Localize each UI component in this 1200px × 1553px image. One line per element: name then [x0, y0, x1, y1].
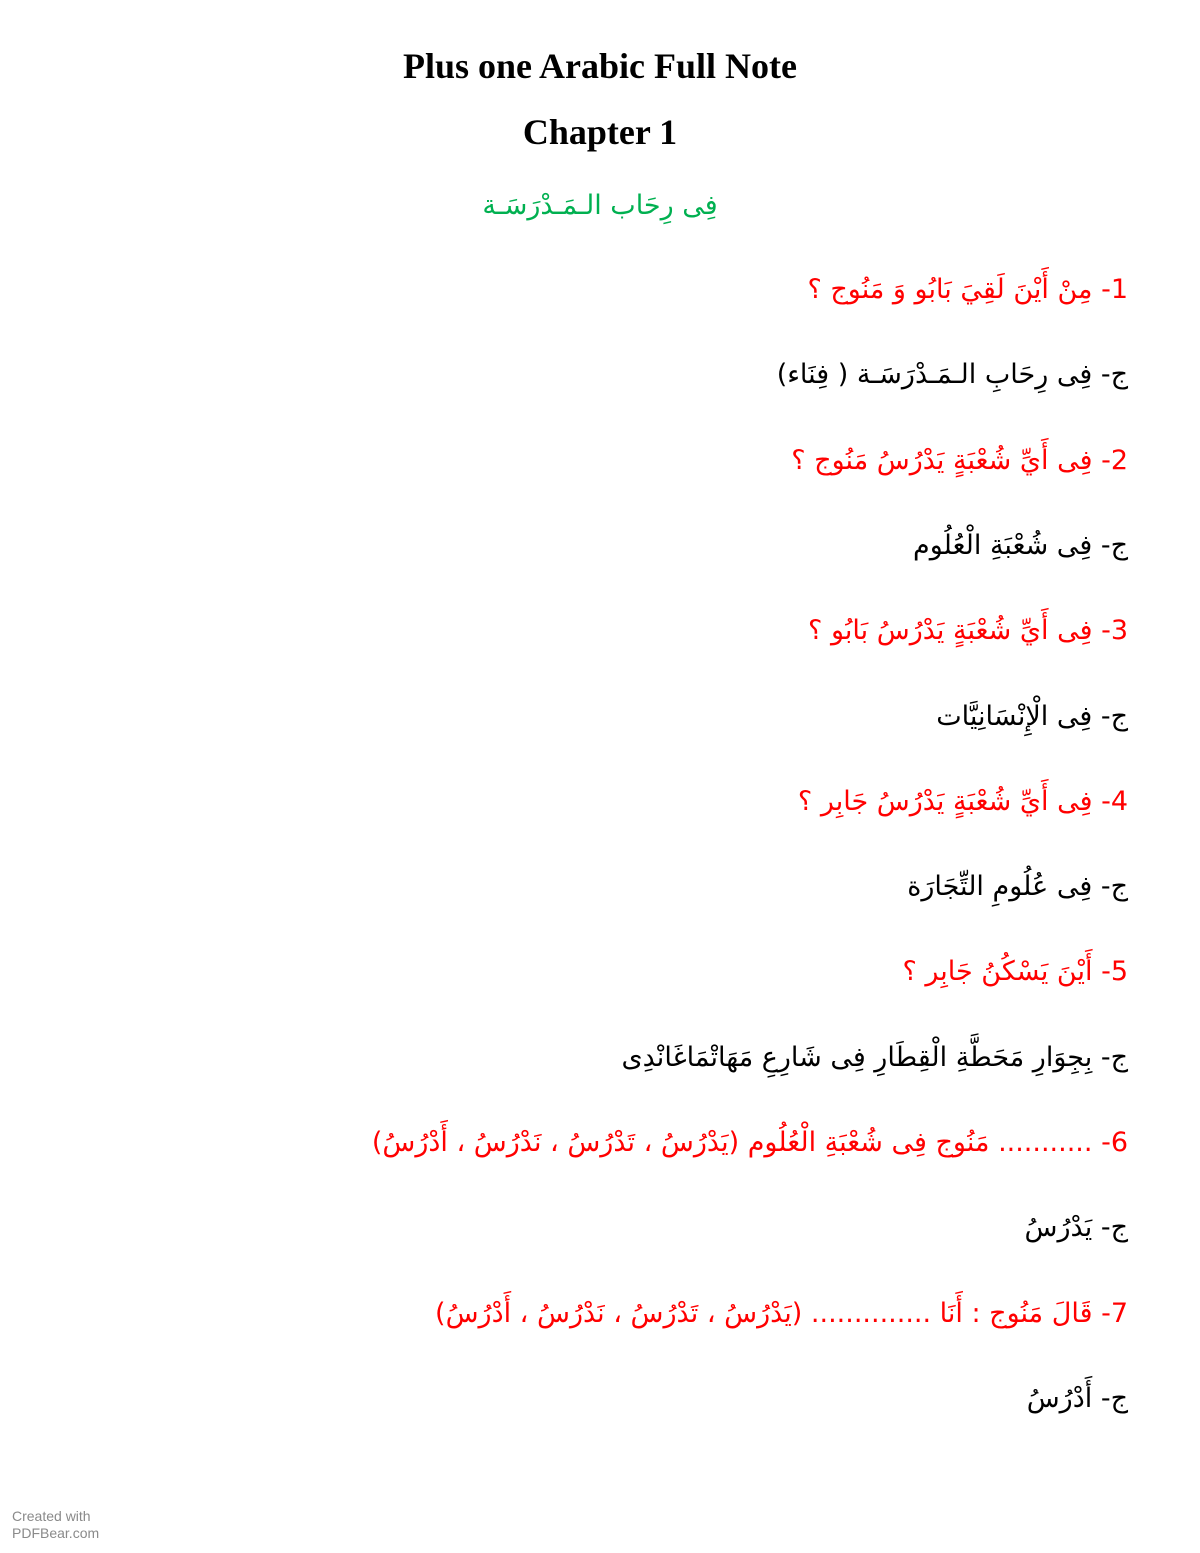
separator-dash: - — [1092, 274, 1111, 305]
answer-text: فِى رِحَابِ الـمَـدْرَسَـة ( فِنَاء) — [776, 359, 1093, 390]
watermark-line-1: Created with — [12, 1508, 91, 1524]
separator-dash: - — [1092, 445, 1111, 476]
separator-dash: - — [1092, 786, 1111, 817]
question-line — [68, 609, 1128, 653]
answer-line — [68, 695, 1128, 739]
question-text: قَالَ مَنُوج : أَنَا .............. (يَدْرُسُ ، تَدْرُسُ ، نَدْرُسُ ، أَدْرُسُ) — [435, 1298, 1093, 1329]
answer-line — [68, 524, 1128, 568]
document-title: Plus one Arabic Full Note — [403, 46, 797, 86]
answer-prefix: ج — [1110, 701, 1128, 732]
separator-dash: - — [1092, 1298, 1111, 1329]
question-line — [68, 1121, 1128, 1165]
question-number: 6 — [1110, 1127, 1128, 1158]
separator-dash: - — [1092, 359, 1111, 390]
answer-prefix: ج — [1110, 359, 1128, 390]
question-text: فِى أَيِّ شُعْبَةٍ يَدْرُسُ مَنُوج ؟ — [791, 445, 1093, 476]
question-line — [68, 780, 1128, 824]
question-text: مِنْ أَيْنَ لَقِيَ بَابُو وَ مَنُوج ؟ — [807, 274, 1093, 305]
separator-dash: - — [1092, 1042, 1111, 1073]
question-number: 7 — [1110, 1298, 1128, 1329]
answer-line — [68, 1377, 1128, 1421]
separator-dash: - — [1092, 1383, 1111, 1414]
answer-text: بِجِوَارِ مَحَطَّةِ الْقِطَارِ فِى شَارِعِ مَهَاتْمَاغَانْدِى — [621, 1042, 1093, 1073]
separator-dash: - — [1092, 956, 1111, 987]
answer-text: فِى شُعْبَةِ الْعُلُوم — [913, 530, 1093, 561]
answer-prefix: ج — [1110, 1042, 1128, 1073]
question-text: ........... مَنُوج فِى شُعْبَةِ الْعُلُوم (يَدْرُسُ ، تَدْرُسُ ، نَدْرُسُ ، أَدْرُسُ) — [371, 1127, 1093, 1158]
question-number: 5 — [1110, 956, 1128, 987]
question-line — [68, 268, 1128, 312]
answer-prefix: ج — [1110, 1212, 1128, 1243]
question-text: أَيْنَ يَسْكُنُ جَابِر ؟ — [902, 956, 1093, 987]
answer-line — [68, 865, 1128, 909]
question-number: 4 — [1110, 786, 1128, 817]
chapter-heading: Chapter 1 — [522, 112, 678, 152]
answer-prefix: ج — [1110, 1383, 1128, 1414]
question-line — [68, 950, 1128, 994]
answer-line — [68, 1036, 1128, 1080]
question-number: 1 — [1110, 274, 1128, 305]
lesson-title: فِى رِحَاب الـمَـدْرَسَـة — [482, 190, 718, 221]
separator-dash: - — [1092, 871, 1111, 902]
question-number: 2 — [1110, 445, 1128, 476]
answer-text: فِى عُلُومِ التِّجَارَة — [907, 871, 1093, 902]
pdf-watermark — [12, 1508, 99, 1542]
separator-dash: - — [1092, 1127, 1111, 1158]
question-text: فِى أَيِّ شُعْبَةٍ يَدْرُسُ جَابِر ؟ — [797, 786, 1093, 817]
answer-line — [68, 1206, 1128, 1250]
answer-prefix: ج — [1110, 530, 1128, 561]
answer-text: يَدْرُسُ — [1024, 1212, 1093, 1243]
question-text: فِى أَيِّ شُعْبَةٍ يَدْرُسُ بَابُو ؟ — [808, 615, 1093, 646]
answer-prefix: ج — [1110, 871, 1128, 902]
watermark-line-2: PDFBear.com — [12, 1525, 100, 1541]
separator-dash: - — [1092, 701, 1111, 732]
answer-text: أَدْرُسُ — [1026, 1383, 1093, 1414]
question-line — [68, 1292, 1128, 1336]
separator-dash: - — [1092, 615, 1111, 646]
separator-dash: - — [1092, 1212, 1111, 1243]
question-line — [68, 439, 1128, 483]
question-number: 3 — [1110, 615, 1128, 646]
answer-line — [68, 353, 1128, 397]
separator-dash: - — [1092, 530, 1111, 561]
answer-text: فِى الْإِنْسَانِيَّات — [936, 701, 1093, 732]
